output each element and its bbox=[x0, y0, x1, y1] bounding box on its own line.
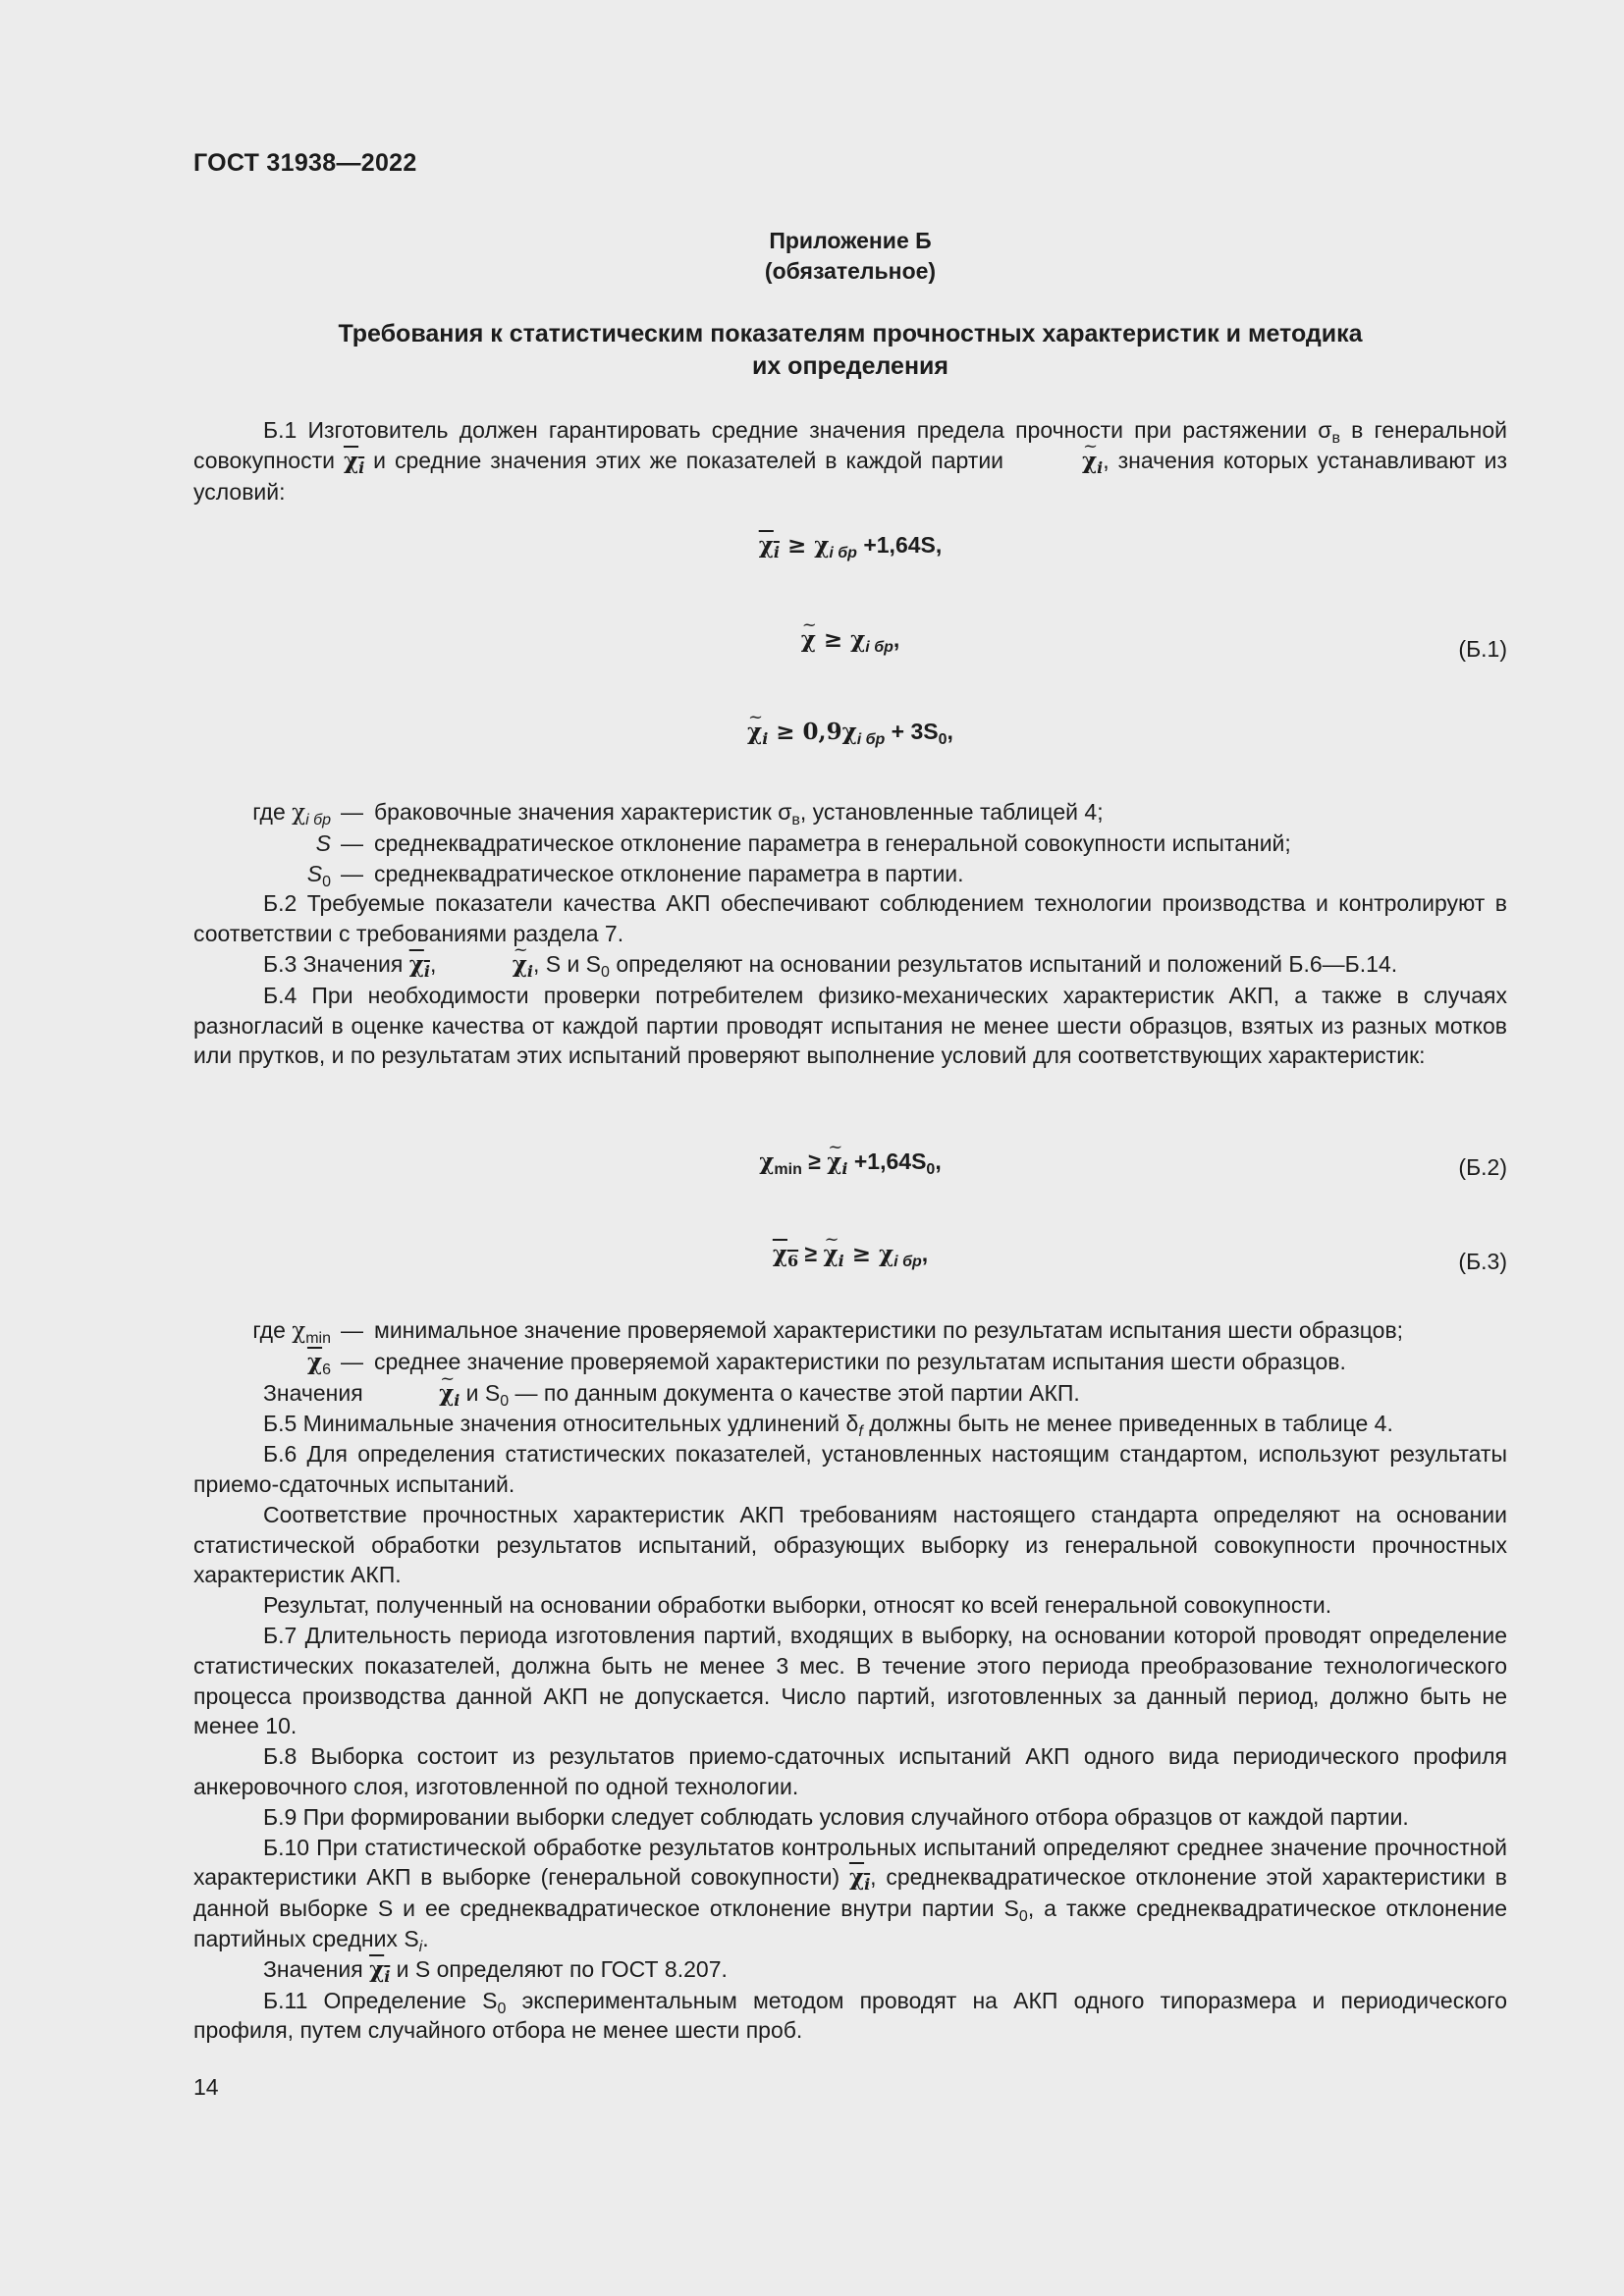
values-note-2: Значения $\chi_i$ и S определяют по ГОСТ 8.207. bbox=[263, 1955, 728, 1986]
body-part-2 bbox=[193, 797, 1507, 1071]
definitions-b1 bbox=[193, 797, 1507, 888]
definition-row: $S_0$ — среднеквадратическое отклонение параметра в партии. bbox=[306, 860, 964, 890]
definition-row: где $\chi_{i бр}$ — браковочные значения характеристик $\sigma_в$, установленные таблицей 4; bbox=[252, 799, 1104, 828]
definition-row: S — среднеквадратическое отклонение параметра в генеральной совокупности испытаний; bbox=[315, 829, 1291, 856]
equation-number-b3: (Б.3) bbox=[1458, 1249, 1507, 1274]
equation-number-b1: (Б.1) bbox=[1458, 636, 1507, 662]
section-title-line1: Требования к статистическим показателям прочностных характеристик и методика bbox=[338, 320, 1363, 347]
batch-mean-chi-symbol: ~ $\chi_i$ bbox=[1012, 447, 1103, 477]
paragraph-b2: Б.2 Требуемые показатели качества АКП обеспечивают соблюдением технологии производства и контролируют в соответствии с требованиями раздела 7. bbox=[193, 890, 1507, 947]
page-number: 14 bbox=[193, 2074, 219, 2100]
paragraph-b11: Б.11 Определение $S_0$ экспериментальным методом проводят на АКП одного типоразмера и периодического профиля, путем случайного отбора не менее шести проб. bbox=[193, 1987, 1508, 2044]
annex-label: Приложение Б bbox=[769, 228, 932, 253]
paragraph-b3: Б.3 Значения $\chi_i$, ~ $\chi_i$, S и $S_0$ определяют на основании результатов испытаний и положений Б.6—Б.14. bbox=[193, 949, 1507, 981]
definition-row: $\overline{\chi}_6$ — среднее значение проверяемой характеристики по результатам испытания шести образцов. bbox=[306, 1348, 1346, 1378]
definition-row: где $\chi_{min}$ — минимальное значение проверяемой характеристики по результатам испытания шести образцов; bbox=[252, 1317, 1404, 1347]
document-page: ГОСТ 31938—2022 Приложение Б (обязательное) Требования к статистическим показателям прочностных характеристик и методика их определения Б.1 Изготовитель должен гарантировать средние значения предела прочности при растяжении $\sigma_в$ в генеральной совокупности $\chi_i$ и средние значения этих же показателей в каждой партии ~ $\chi_i$, значения которых устанавливают из условий: $\chi_i \ge \chi_{i бр} +1,64S$, ~ $\chi \ge \chi_{i бр}$, (Б.1) ~ $\chi_i \ge 0,9\chi_{i бр} + 3S_0$, где $\chi_{i бр}$ — браковочные значения характеристик $\sigma_в$, установленные таблицей 4; S — среднеквадратическое отклонение параметра в генеральной совокупности испытаний; $S_0$ — среднеквадратическое отклонение параметра в партии. Б.2 Требуемые показатели качества АКП обеспечивают соблюдением технологии производства и контролируют в соответствии с требованиями раздела 7. Б.3 Значения $\chi_i$, ~ $\chi_i$, S и $S_0$ определяют на основании результатов испытаний и положений Б.6—Б.14. Б.4 При необходимости проверки потребителем физико-механических характеристик АКП, а также в случаях разногласий в оценке качества от каждой партии проводят испытания не менее шести образцов, взятых из разных мотков или прутков, и по результатам этих испытаний проверяют выполнение условий для соответствующих характеристик: $\chi_{min}$ ≥ ~ $\chi_i +1,64S_0$, (Б.2) $\chi_6$ ≥ ~ $\chi_i \ge \chi_{i бр}$, (Б.3) где $\chi_{min}$ — минимальное значение проверяемой характеристики по результатам испытания шести образцов; $\overline{\chi}_6$ — среднее значение проверяемой характеристики по результатам испытания шести образцов. Значения ~ $\chi_i$ и $S_0$ — по данным документа о качестве этой партии АКП. Б.5 Минимальные значения относительных удлинений $\delta_f$ должны быть не менее приведенных в таблице 4. Б.6 Для определения статистических показателей, установленных настоящим стандартом, используют результаты приемо-сдаточных испытаний. Соответствие прочностных характеристик АКП требованиям настоящего стандарта определяют на основании статистической обработки результатов испытаний, образующих выборку из генеральной совокупности прочностных характеристик АКП. Результат, полученный на основании обработки выборки, относят ко всей генеральной совокупности. Б.7 Длительность периода изготовления партий, входящих в выборку, на основании которой проводят определение статистических показателей, должна быть не менее 3 мес. В течение этого периода преобразование технологического процесса производства данной АКП не допускается. Число партий, изготовленных за данный период, должно быть не менее 10. Б.8 Выборка состоит из результатов приемо-сдаточных испытаний АКП одного вида периодического профиля анкеровочного слоя, изготовленной по одной технологии. Б.9 При формировании выборки следует соблюдать условия случайного отбора образцов от каждой партии. Б.10 При статистической обработке результатов контрольных испытаний определяют среднее значение прочностной характеристики АКП в выборке (генеральной совокупности) $\chi_i$, среднеквадратическое отклонение этой характеристики в данной выборке S и ее среднеквадратическое отклонение внутри партии $S_0$, а также среднеквадратическое отклонение партийных средних $S_i$. Значения $\chi_i$ и S определяют по ГОСТ 8.207. Б.11 Определение $S_0$ экспериментальным методом проводят на АКП одного типоразмера и периодического профиля, путем случайного отбора не менее шести проб. 14 bbox=[0, 0, 1624, 2296]
paragraph-b7: Б.7 Длительность периода изготовления партий, входящих в выборку, на основании которой проводят определение статистических показателей, должна быть не менее 3 мес. В течение этого периода преобразование технологического процесса производства данной АКП не допускается. Число партий, изготовленных за данный период, должно быть не менее 10. bbox=[193, 1622, 1507, 1739]
body-part-1 bbox=[193, 415, 1507, 507]
section-title bbox=[193, 318, 1507, 383]
body-part-3 bbox=[193, 1315, 1507, 2046]
mean-chi-symbol: $\chi_i$ bbox=[343, 447, 365, 477]
values-note: Значения ~ $\chi_i$ и $S_0$ — по данным документа о качестве этой партии АКП. bbox=[193, 1378, 1507, 1410]
equation-number-b2: (Б.2) bbox=[1458, 1154, 1507, 1180]
annex-type: (обязательное) bbox=[764, 258, 937, 284]
paragraph-b1: Б.1 Изготовитель должен гарантировать средние значения предела прочности при растяжении $\sigma_в$ в генеральной совокупности $\chi_i$ и средние значения этих же показателей в каждой партии ~ $\chi_i$, значения которых устанавливают из условий: bbox=[193, 415, 1507, 507]
document-header: ГОСТ 31938—2022 bbox=[193, 149, 417, 177]
paragraph-b10: Б.10 При статистической обработке результатов контрольных испытаний определяют среднее значение прочностной характеристики АКП в выборке (генеральной совокупности) $\chi_i$, среднеквадратическое отклонение этой характеристики в данной выборке S и ее среднеквадратическое отклонение внутри партии $S_0$, а также среднеквадратическое отклонение партийных средних $S_i$. bbox=[193, 1834, 1508, 1955]
paragraph-b4: Б.4 При необходимости проверки потребителем физико-механических характеристик АКП, а также в случаях разногласий в оценке качества от каждой партии проводят испытания не менее шести образцов, взятых из разных мотков или прутков, и по результатам этих испытаний проверяют выполнение условий для соответствующих характеристик: bbox=[193, 982, 1507, 1069]
paragraph-b5: Б.5 Минимальные значения относительных удлинений $\delta_f$ должны быть не менее приведенных в таблице 4. bbox=[263, 1411, 1393, 1441]
paragraph-result: Результат, полученный на основании обработки выборки, относят ко всей генеральной совокупности. bbox=[263, 1592, 1332, 1619]
paragraph-b8: Б.8 Выборка состоит из результатов приемо-сдаточных испытаний АКП одного вида периодического профиля анкеровочного слоя, изготовленной по одной технологии. bbox=[193, 1743, 1507, 1799]
annex-title bbox=[193, 226, 1507, 287]
paragraph-b6: Б.6 Для определения статистических показателей, установленных настоящим стандартом, используют результаты приемо-сдаточных испытаний. bbox=[193, 1441, 1507, 1497]
paragraph-conformity: Соответствие прочностных характеристик АКП требованиям настоящего стандарта определяют на основании статистической обработки результатов испытаний, образующих выборку из генеральной совокупности прочностных характеристик АКП. bbox=[193, 1501, 1507, 1588]
paragraph-b9: Б.9 При формировании выборки следует соблюдать условия случайного отбора образцов от каждой партии. bbox=[263, 1803, 1409, 1830]
section-title-line2: их определения bbox=[751, 352, 949, 380]
